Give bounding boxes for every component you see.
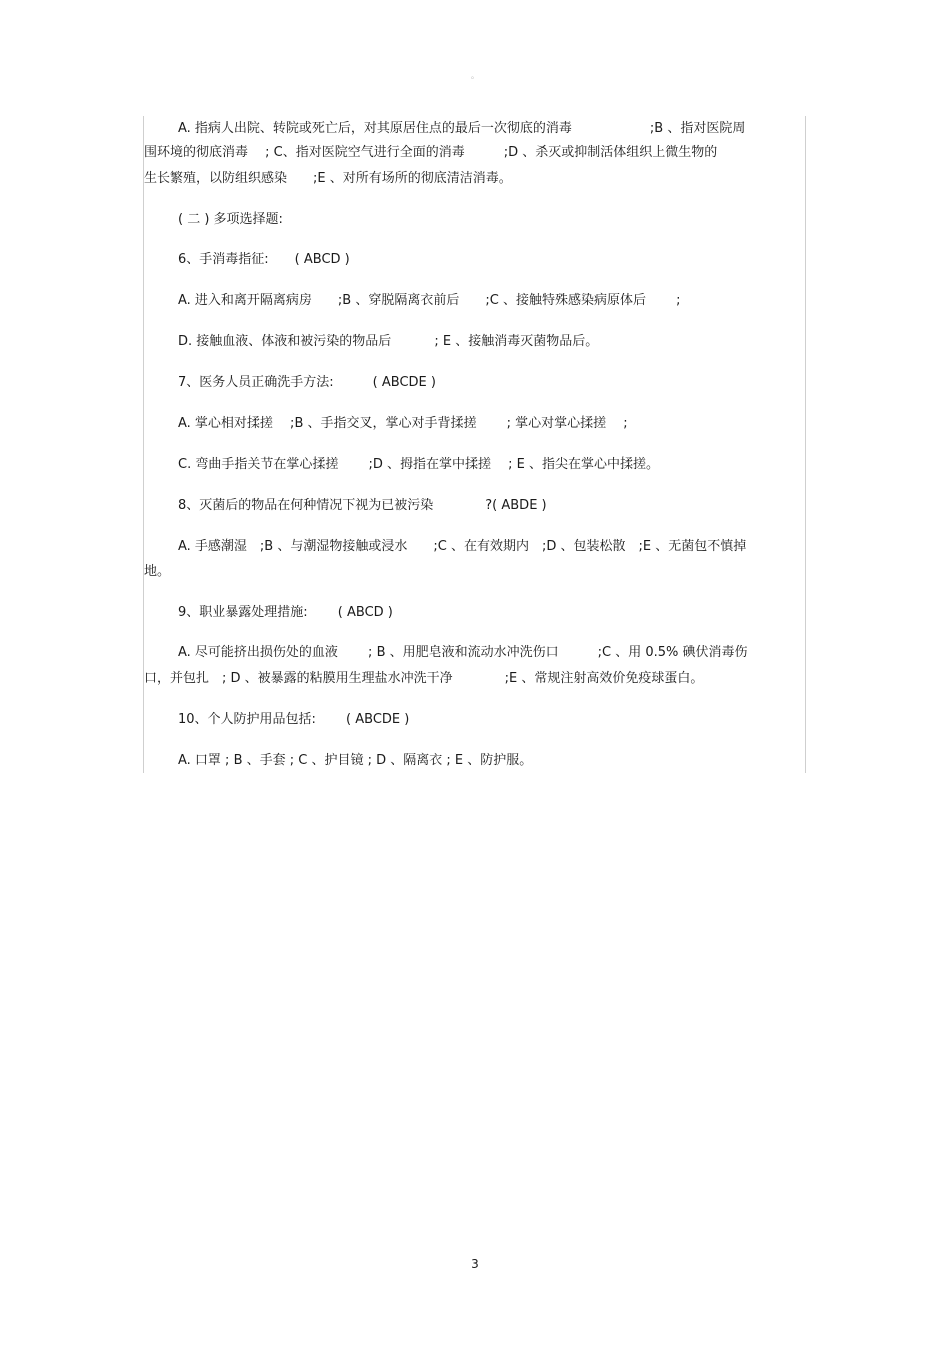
question-9-options-line1: A. 尽可能挤出损伤处的血液 ; B 、用肥皂液和流动水冲洗伤口 ;C 、用 0.5% 碘伏消毒伤 <box>178 645 748 660</box>
header-mark: 。 <box>471 71 479 80</box>
question-6-options-a: A. 进入和离开隔离病房 ;B 、穿脱隔离衣前后 ;C 、接触特殊感染病原体后 ; <box>178 293 681 308</box>
document-body <box>143 116 806 773</box>
question-10: 10、个人防护用品包括: ( ABCDE ) <box>178 712 410 727</box>
p1-line1: A. 指病人出院、转院或死亡后，对其原居住点的最后一次彻底的消毒 ;B 、指对医院周 <box>178 121 746 136</box>
p1-line3: 生长繁殖，以防组织感染 ;E 、对所有场所的彻底清洁消毒。 <box>144 171 512 186</box>
question-6-options-b: D. 接触血液、体液和被污染的物品后 ; E 、接触消毒灭菌物品后。 <box>178 334 599 349</box>
question-6: 6、手消毒指征: ( ABCD ) <box>178 252 350 267</box>
question-8-options-line1: A. 手感潮湿 ;B 、与潮湿物接触或浸水 ;C 、在有效期内 ;D 、包装松散 ;E 、无菌包不慎掉 <box>178 539 747 554</box>
question-7-options-b: C. 弯曲手指关节在掌心揉搓 ;D 、拇指在掌中揉搓 ; E 、指尖在掌心中揉搓。 <box>178 457 659 472</box>
question-7: 7、医务人员正确洗手方法: ( ABCDE ) <box>178 375 436 390</box>
section-title: ( 二 ) 多项选择题: <box>178 212 283 227</box>
question-9-options-line2: 口，并包扎 ; D 、被暴露的粘膜用生理盐水冲洗干净 ;E 、常规注射高效价免疫球蛋白。 <box>144 671 704 686</box>
p1-line2: 围环境的彻底消毒 ; C、指对医院空气进行全面的消毒 ;D 、杀灭或抑制活体组织上微生物的 <box>144 145 718 160</box>
page-number: 3 <box>471 1257 479 1271</box>
question-8: 8、灭菌后的物品在何种情况下视为已被污染 ?( ABDE ) <box>178 498 547 513</box>
question-8-options-line2: 地。 <box>144 564 171 579</box>
question-7-options-a: A. 掌心相对揉搓 ;B 、手指交叉，掌心对手背揉搓 ; 掌心对掌心揉搓 ; <box>178 416 628 431</box>
question-10-options: A. 口罩 ; B 、手套 ; C 、护目镜 ; D 、隔离衣 ; E 、防护服。 <box>178 753 533 768</box>
question-9: 9、职业暴露处理措施: ( ABCD ) <box>178 605 393 620</box>
